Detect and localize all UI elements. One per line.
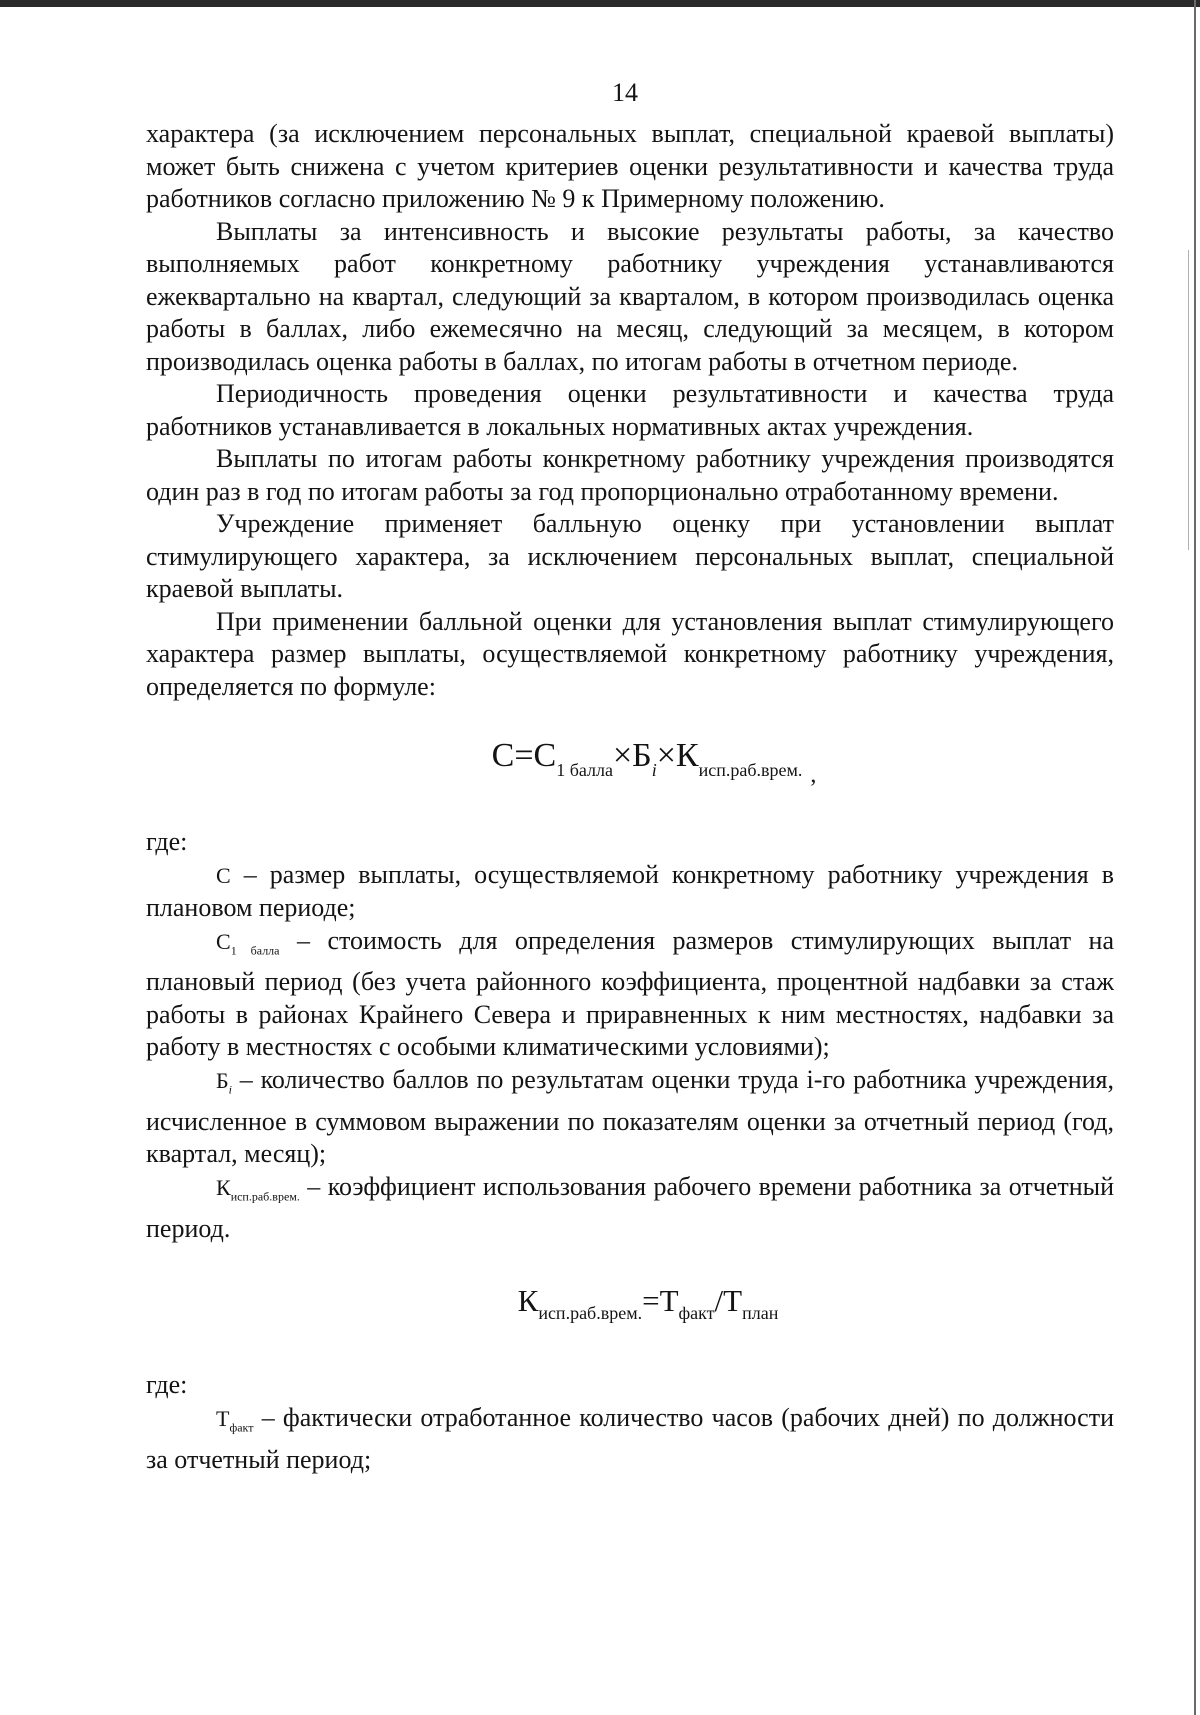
definition-symbol: $Б_i$: [216, 1067, 232, 1097]
formula-subscript: исп.раб.врем.: [538, 1303, 643, 1324]
formula-symbol: К: [517, 1283, 539, 1319]
definition-symbol: С: [216, 862, 231, 888]
formula-coefficient: [164, 1281, 1132, 1333]
paragraph: Учреждение применяет балльную оценку при установлении выплат стимулирующего характера, за исключением персональных выплат, специальной краевой выплаты.: [146, 509, 1114, 603]
definition-symbol: $Т_{факт}$: [216, 1405, 254, 1435]
paragraph: При применении балльной оценки для установления выплат стимулирующего характера размер выплаты, осуществляемой конкретному работнику учреждения, определяется по формуле:: [146, 606, 1114, 701]
where-label: где:: [146, 827, 188, 856]
definitions-list: [146, 859, 1114, 1246]
formula-symbol: С: [533, 737, 557, 774]
formula-symbol: К: [675, 737, 699, 774]
definition-item: [146, 1064, 1114, 1171]
formula-subscript: 1 балла: [556, 760, 613, 780]
scan-edge-right: [1194, 0, 1196, 1715]
formula-symbol: Т: [659, 1283, 679, 1319]
formula-subscript: i: [651, 760, 657, 780]
paragraph: характера (за исключением персональных выплат, специальной краевой выплаты) может быть снижена с учетом критериев оценки результативности и качества труда работников согласно приложению № 9 к Примерному положению.: [146, 119, 1114, 213]
definition-subscript: факт: [229, 1420, 254, 1435]
paragraph: Периодичность проведения оценки результативности и качества труда работников устанавливается в локальных нормативных актах учреждения.: [146, 379, 1114, 441]
definition-item: [146, 925, 1114, 1064]
formula-payment: [166, 736, 1134, 790]
definition-item: [146, 1171, 1114, 1245]
definition-text: – размер выплаты, осуществляемой конкретному работнику учреждения в плановом периоде;: [146, 859, 1114, 922]
definition-subscript: 1 балла: [230, 942, 280, 957]
definition-item: [146, 859, 1114, 925]
formula-operator: =: [642, 1283, 660, 1319]
definition-text: – количество баллов по результатам оценки труда i-го работника учреждения, исчисленное в суммовом выражении по показателям оценки за отчетный период (год, квартал, месяц);: [146, 1064, 1114, 1169]
scan-edge-right-inner: [1188, 250, 1189, 550]
formula-symbol: С: [491, 737, 515, 774]
formula-operator: ×: [612, 737, 633, 774]
definitions-list: [146, 1402, 1114, 1476]
formula-operator: ×: [656, 737, 676, 774]
definition-subscript: i: [228, 1082, 232, 1097]
formula-operator: =: [514, 737, 534, 774]
formula-symbol: Б: [632, 737, 652, 774]
where-label: где:: [146, 1370, 188, 1400]
formula-subscript: факт: [678, 1303, 715, 1324]
definition-item: [146, 1402, 1114, 1476]
definition-symbol: $К_{исп.раб.врем.}$: [216, 1174, 300, 1204]
formula-subscript: план: [742, 1303, 779, 1324]
scan-edge-top: [0, 0, 1200, 7]
document-body: [146, 118, 1114, 1476]
formula-symbol: Т: [723, 1283, 743, 1319]
definition-symbol: $С_{1 балла}$: [216, 928, 280, 957]
formula-comma: ,: [810, 762, 817, 788]
page-number: 14: [612, 78, 638, 107]
definition-text: – стоимость для определения размеров стимулирующих выплат на плановый период (без учета районного коэффициента, процентной надбавки за стаж работы в районах Крайнего Севера и приравненных к ним местностях, надбавки за работу в местностях с особыми климатическими условиями);: [146, 925, 1114, 1062]
formula-subscript: исп.раб.врем.: [698, 760, 803, 780]
formula-operator: /: [714, 1283, 724, 1319]
definition-subscript: исп.раб.врем.: [230, 1189, 300, 1204]
definition-text: – коэффициент использования рабочего времени работника за отчетный период.: [146, 1171, 1114, 1243]
paragraph: Выплаты по итогам работы конкретному работнику учреждения производятся один раз в год по итогам работы за год пропорционально отработанному времени.: [146, 444, 1114, 506]
definition-text: – фактически отработанное количество часов (рабочих дней) по должности за отчетный период;: [146, 1402, 1114, 1474]
paragraph: Выплаты за интенсивность и высокие результаты работы, за качество выполняемых работ конкретному работнику учреждения устанавливаются ежеквартально на квартал, следующий за кварталом, в котором производилась оценка работы в баллах, либо ежемесячно на месяц, следующий за месяцем, в котором производилась оценка работы в баллах, по итогам работы в отчетном периоде.: [146, 216, 1114, 376]
